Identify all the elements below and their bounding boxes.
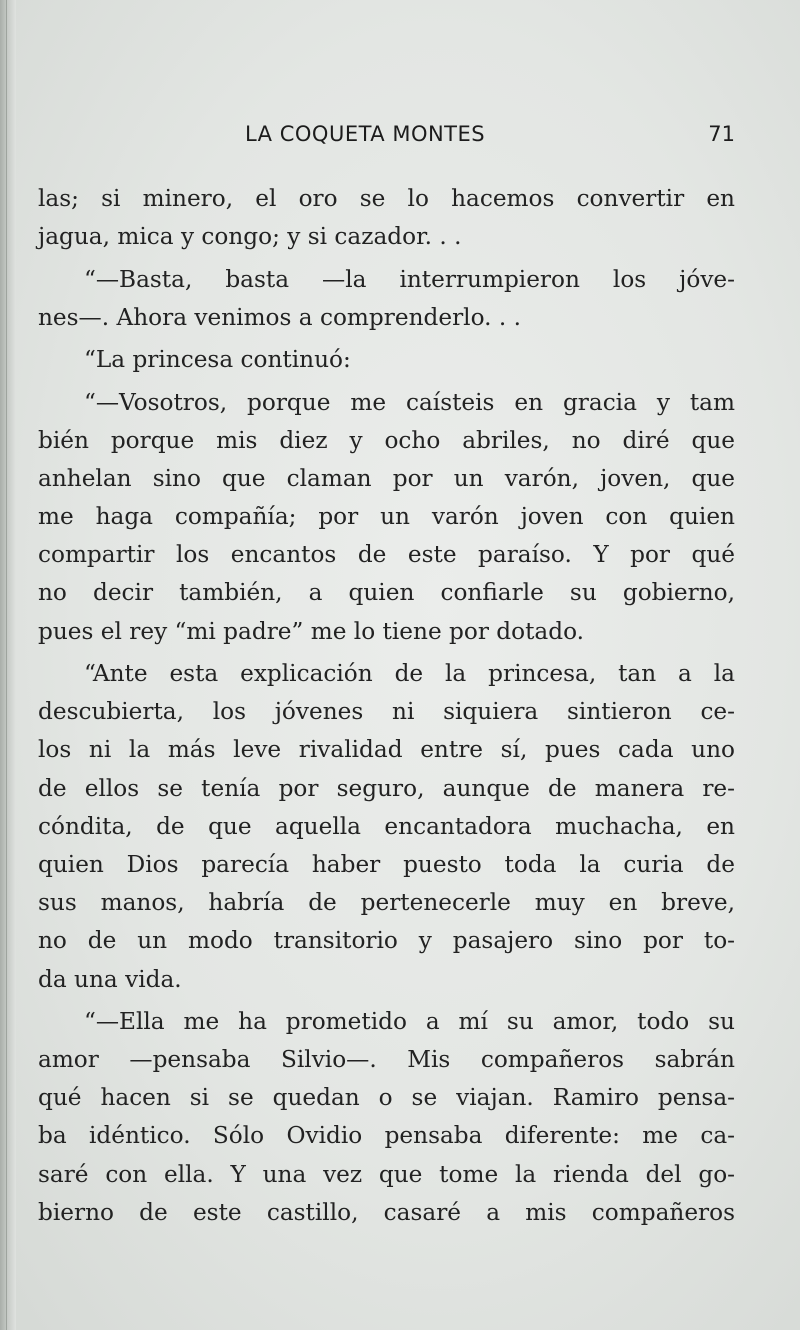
text-line: descubierta, los jóvenes ni siquiera sintieron ce-: [38, 698, 735, 726]
gutter-fold-line: [6, 0, 7, 1330]
page-number: 71: [708, 122, 735, 146]
paragraph: [38, 180, 735, 256]
text-line: saré con ella. Y una vez que tome la rienda del go-: [38, 1160, 735, 1188]
book-title: LA COQUETA MONTES: [245, 122, 486, 146]
text-line: los ni la más leve rivalidad entre sí, pues cada uno: [38, 736, 735, 764]
page-gutter-shadow: [0, 0, 16, 1330]
text-line: bién porque mis diez y ocho abriles, no diré que: [38, 426, 735, 454]
text-line: sus manos, habría de pertenecerle muy en breve,: [38, 889, 735, 917]
text-line: quien Dios parecía haber puesto toda la curia de: [38, 850, 735, 878]
text-line: anhelan sino que claman por un varón, joven, que: [38, 464, 735, 492]
text-line: ba idéntico. Sólo Ovidio pensaba diferente: me ca-: [38, 1122, 735, 1150]
paragraph: [38, 261, 735, 337]
text-line: qué hacen si se quedan o se viajan. Ramiro pensa-: [38, 1084, 735, 1112]
text-line: cóndita, de que aquella encantadora muchacha, en: [38, 812, 735, 840]
text-line: “Ante esta explicación de la princesa, tan a la: [84, 660, 735, 687]
running-head: [40, 122, 735, 158]
text-line: amor —pensaba Silvio—. Mis compañeros sabrán: [38, 1046, 735, 1074]
text-line: de ellos se tenía por seguro, aunque de manera re-: [38, 774, 735, 802]
paragraph: [38, 1003, 735, 1232]
text-line: “—Vosotros, porque me caísteis en gracia y tam: [84, 388, 735, 416]
text-line: “—Basta, basta —la interrumpieron los jóve-: [84, 265, 735, 293]
paragraph: [38, 384, 735, 651]
text-line: me haga compañía; por un varón joven con quien: [38, 503, 735, 531]
text-line: no de un modo transitorio y pasajero sino por to-: [38, 927, 735, 955]
text-line: “La princesa continuó:: [84, 346, 351, 374]
paragraph: [38, 341, 735, 379]
paragraph: [38, 655, 735, 999]
page-body-text: [38, 180, 735, 1236]
text-line: jagua, mica y congo; y si cazador. . .: [38, 223, 462, 251]
text-line: bierno de este castillo, casaré a mis compañeros: [38, 1198, 735, 1226]
text-line: nes—. Ahora venimos a comprenderlo. . .: [38, 303, 521, 331]
text-line: compartir los encantos de este paraíso. Y por qué: [38, 541, 735, 569]
text-line: pues el rey “mi padre” me lo tiene por dotado.: [38, 617, 585, 645]
text-line: las; si minero, el oro se lo hacemos convertir en: [38, 185, 735, 212]
text-line: “—Ella me ha prometido a mí su amor, todo su: [84, 1007, 735, 1035]
text-line: da una vida.: [38, 965, 182, 993]
text-line: no decir también, a quien confiarle su gobierno,: [38, 579, 735, 607]
